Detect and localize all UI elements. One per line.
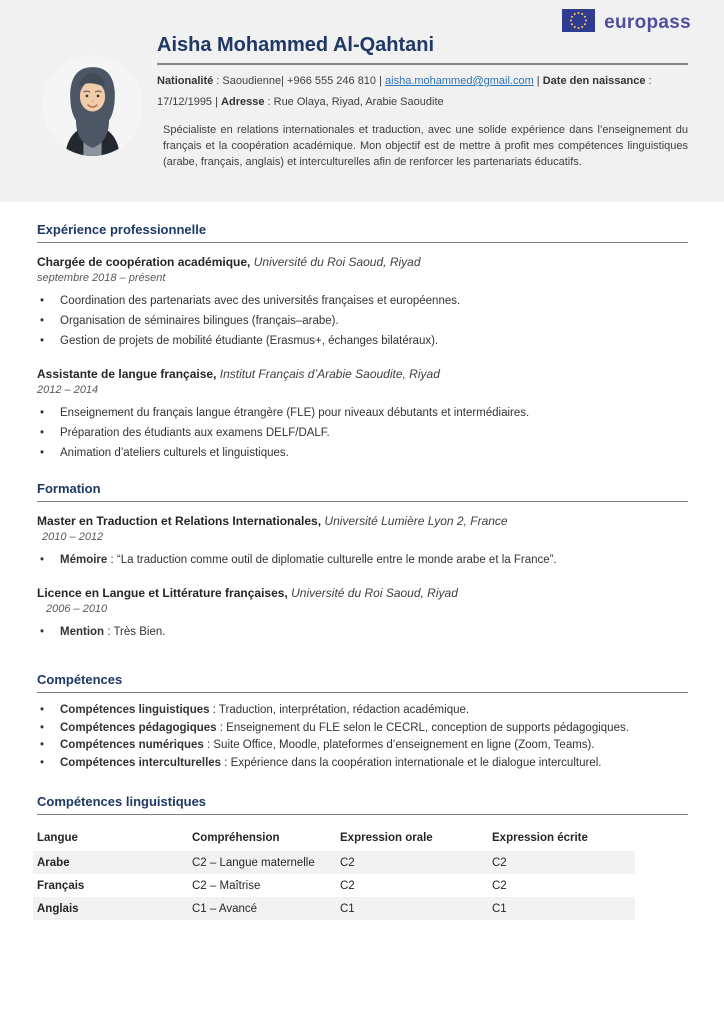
table-header-cell: Expression orale <box>340 831 433 844</box>
section-education <box>37 481 688 642</box>
nationality-value: : Saoudienne| +966 555 246 810 | <box>213 75 386 87</box>
bullet-label: Mémoire <box>60 554 108 566</box>
bullet-item: • Préparation des étudiants aux examens DELF/DALF. <box>37 423 688 443</box>
table-cell-language: Arabe <box>37 856 70 869</box>
nationality-label: Nationalité <box>157 75 214 87</box>
section-title-languages: Compétences linguistiques <box>37 794 688 815</box>
table-header-cell: Expression écrite <box>492 831 588 844</box>
table-row <box>33 874 635 897</box>
section-title-skills: Compétences <box>37 672 688 693</box>
job-bullet-list <box>37 403 688 463</box>
bullet-text: : Expérience dans la coopération internationale et le dialogue interculturel. <box>221 756 602 769</box>
email-link[interactable]: aisha.mohammed@gmail.com <box>385 75 534 87</box>
bullet-label: Compétences linguistiques <box>60 704 210 716</box>
profile-summary: Spécialiste en relations internationales et traduction, avec une solide expérience dans l’enseignement du français et la coopération académique. Mon objectif est de mettre à profit mes compétences linguistiques (arabe, français, anglais) et interculturelles afin de renforcer les partenariats éducatifs. <box>163 123 688 168</box>
bullet-item: • Coordination des partenariats avec des universités françaises et européennes. <box>37 291 688 311</box>
job-bullet-list <box>37 291 688 351</box>
cv-header <box>0 0 724 202</box>
table-header-cell: Langue <box>37 831 78 844</box>
job-entry <box>37 367 688 463</box>
section-experience <box>37 222 688 463</box>
education-bullet-list <box>37 622 688 642</box>
job-heading <box>37 367 688 381</box>
name-divider <box>157 63 688 65</box>
degree-organisation: Université du Roi Saoud, Riyad <box>291 586 458 600</box>
bullet-text: : Traduction, interprétation, rédaction académique. <box>209 704 470 716</box>
job-organisation: Université du Roi Saoud, Riyad <box>253 255 421 269</box>
table-row <box>33 897 635 920</box>
contact-line <box>157 71 688 114</box>
section-title-education: Formation <box>37 481 688 502</box>
bullet-label: Compétences pédagogiques <box>60 721 217 734</box>
bullet-item: • Gestion de projets de mobilité étudiante (Erasmus+, échanges bilatéraux). <box>37 331 688 351</box>
table-cell: C1 – Avancé <box>192 902 258 915</box>
section-languages <box>37 794 688 920</box>
job-organisation: Institut Français d’Arabie Saoudite, Riyad <box>219 367 440 381</box>
languages-table <box>33 824 635 920</box>
table-cell: C2 <box>340 879 355 892</box>
table-cell: C2 <box>340 856 355 869</box>
table-cell: C2 – Langue maternelle <box>192 856 315 869</box>
eu-flag-icon <box>562 9 595 37</box>
table-cell: C1 <box>340 902 355 915</box>
table-cell-language: Anglais <box>37 902 79 915</box>
address-label: Adresse <box>221 96 265 109</box>
table-cell-language: Français <box>37 879 85 892</box>
education-entry <box>37 514 688 570</box>
bullet-item <box>37 702 688 720</box>
education-dates: 2006 – 2010 <box>46 603 108 615</box>
bullet-item <box>37 622 688 642</box>
separator: | <box>533 75 543 87</box>
job-dates: 2012 – 2014 <box>37 384 99 396</box>
page-title: Aisha Mohammed Al-Qahtani <box>157 34 435 56</box>
cv-body <box>0 222 724 920</box>
skills-bullet-list <box>37 702 688 772</box>
education-heading <box>37 514 688 528</box>
birthdate-value: : 17/12/1995 | <box>157 75 652 109</box>
degree-name: Master en Traduction et Relations Internationales, <box>37 514 322 528</box>
table-header-cell: Compréhension <box>192 831 280 844</box>
job-heading <box>37 255 688 269</box>
bullet-text: : Enseignement du FLE selon le CECRL, conception de supports pédagogiques. <box>216 721 629 734</box>
table-cell: C2 <box>492 879 507 892</box>
bullet-item: • Enseignement du français langue étrangère (FLE) pour niveaux débutants et intermédiaires. <box>37 403 688 423</box>
bullet-item: • Organisation de séminaires bilingues (français–arabe). <box>37 311 688 331</box>
education-bullet-list <box>37 550 688 570</box>
table-header-row <box>33 824 635 851</box>
job-entry <box>37 255 688 351</box>
bullet-item <box>37 720 688 738</box>
bullet-text: : “La traduction comme outil de diplomatie culturelle entre le monde arabe et la France”. <box>107 554 557 566</box>
education-heading <box>37 586 688 600</box>
bullet-label: Compétences numériques <box>60 739 204 751</box>
bullet-item <box>37 550 688 570</box>
bullet-item <box>37 755 688 773</box>
section-title-experience: Expérience professionnelle <box>37 222 688 243</box>
job-dates: septembre 2018 – présent <box>37 272 166 284</box>
bullet-label: Compétences interculturelles <box>60 756 222 769</box>
section-skills <box>37 672 688 772</box>
table-cell: C2 <box>492 856 507 869</box>
education-dates: 2010 – 2012 <box>42 531 104 543</box>
bullet-item: • Animation d’ateliers culturels et linguistiques. <box>37 443 688 463</box>
bullet-text: : Suite Office, Moodle, plateformes d’enseignement en ligne (Zoom, Teams). <box>203 739 595 751</box>
bullet-item <box>37 737 688 755</box>
table-cell: C2 – Maîtrise <box>192 879 261 892</box>
education-entry <box>37 586 688 642</box>
bullet-text: : Très Bien. <box>104 626 166 638</box>
job-role: Chargée de coopération académique, <box>37 255 251 269</box>
degree-name: Licence en Langue et Littérature françaises, <box>37 586 288 600</box>
job-role: Assistante de langue française, <box>37 367 217 381</box>
address-value: : Rue Olaya, Riyad, Arabie Saoudite <box>264 96 444 109</box>
profile-photo <box>42 55 143 156</box>
birthdate-label: Date den naissance <box>542 75 646 87</box>
europass-wordmark: europass <box>604 12 691 33</box>
table-row <box>33 851 635 874</box>
degree-organisation: Université Lumière Lyon 2, France <box>324 514 508 528</box>
europass-logo <box>562 9 691 37</box>
table-cell: C1 <box>492 902 507 915</box>
bullet-label: Mention <box>60 626 105 638</box>
